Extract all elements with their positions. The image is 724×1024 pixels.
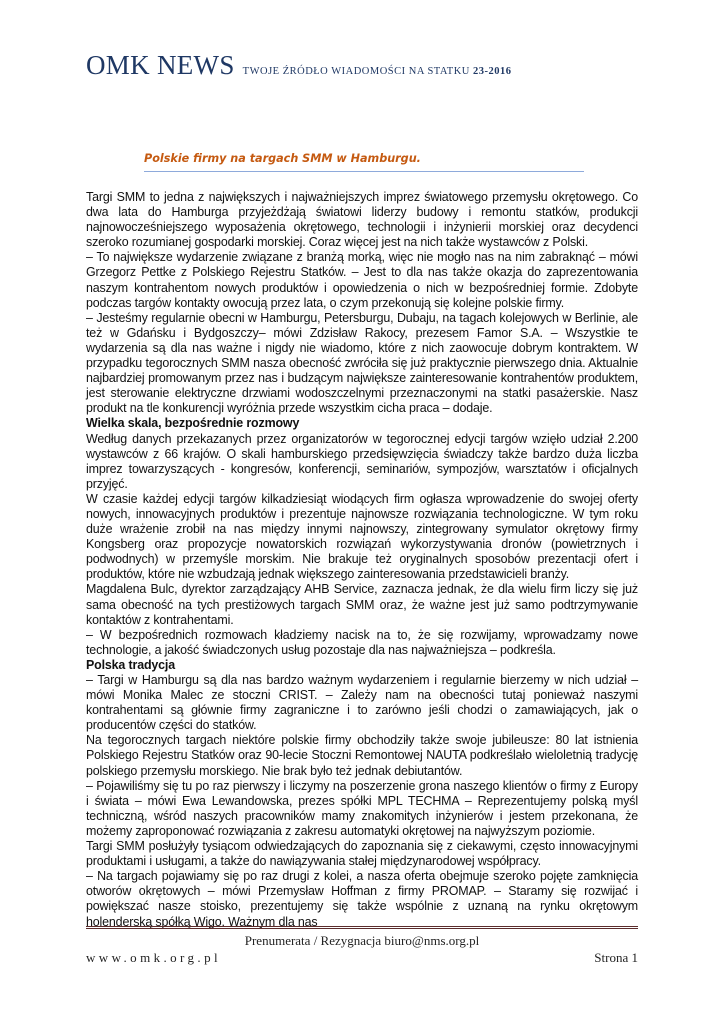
section-heading: Polska tradycja (86, 657, 176, 672)
paragraph: Na tegorocznych targach niektóre polskie firmy obchodziły także swoje jubileusze: 80 lat istnienia Polskiego Rejestru Statków oraz 90-lecie Stoczni Remontowej NAUTA podkreślało wieloletnią tradycję polskiego przemysłu morskiego. Nie brak było też jednak debiutantów. (86, 733, 638, 778)
newsletter-title: OMK NEWS (86, 50, 235, 80)
subtitle-text: TWOJE ŹRÓDŁO WIADOMOŚCI NA STATKU (242, 66, 470, 77)
article-body (86, 190, 638, 930)
paragraph: Według danych przekazanych przez organizatorów w tegorocznej edycji targów wzięło udział 2.200 wystawców z 66 krajów. O skali hamburskiego przedsięwzięcia świadczy także bardzo duża liczba imprez towarzyszących - kongresów, konferencji, seminariów, sympozjów, warsztatów i oficjalnych przyjęć. (86, 431, 638, 491)
newsletter-subtitle (243, 66, 512, 77)
paragraph: Targi SMM to jedna z największych i najważniejszych imprez światowego przemysłu okrętowego. Co dwa lata do Hamburga przyjeżdżają światowi liderzy budowy i remontu statków, produkcji najnowocześniejszego wyposażenia okrętowego, technologii i inżynierii morskiej oraz decydenci szeroko rozumianej gospodarki morskiej. Coraz więcej jest na nich także wystawców z Polski. (86, 190, 638, 250)
paragraph: – Targi w Hamburgu są dla nas bardzo ważnym wydarzeniem i regularnie bierzemy w nich udział – mówi Monika Malec ze stoczni CRIST. – Zależy nam na obecności tutaj ponieważ naszymi kontrahentami są głównie firmy zagraniczne i to zarówno jeśli chodzi o zamawiających, jak o producentów części do statków. (86, 673, 638, 733)
paragraph: – Pojawiliśmy się tu po raz pierwszy i liczymy na poszerzenie grona naszego klientów o firmy z Europy i świata – mówi Ewa Lewandowska, prezes spółki MPL TECHMA – Reprezentujemy polską myśl techniczną, wśród naszych pracowników mamy znakomitych inżynierów i jestem przekonana, że możemy zaproponować rozwiązania z zakresu automatyki okrętowej na najwyższym poziomie. (86, 778, 638, 838)
issue-number: 23-2016 (473, 66, 512, 77)
section-heading: Wielka skala, bezpośrednie rozmowy (86, 416, 300, 431)
subscription-info: Prenumerata / Rezygnacja biuro@nms.org.pl (244, 933, 480, 948)
paragraph: – Na targach pojawiamy się po raz drugi z kolei, a nasza oferta obejmuje szeroko pojęte zamknięcia otworów okrętowych – mówi Przemysław Hoffman z firmy PROMAP. – Staramy się rozwijać i powiększać nasze stoisko, prezentujemy się także wspólnie z uznaną na rynku okrętowym holenderską spółką Wigo. Ważnym dla nas (86, 869, 638, 929)
paragraph: – To największe wydarzenie związane z branżą morką, więc nie mogło nas na nim zabraknąć – mówi Grzegorz Pettke z Polskiego Rejestru Statków. – Jest to dla nas także okazja do zaprezentowania naszym kontrahentom nowych produktów i opowiedzenia o nich w bezpośredniej formie. Zdobyte podczas targów kontakty owocują przez lata, o czym przekonują się kolejne polskie firmy. (86, 250, 638, 310)
paragraph: W czasie każdej edycji targów kilkadziesiąt wiodących firm ogłasza wprowadzenie do swojej oferty nowych, innowacyjnych produktów i prezentuje najnowsze rozwiązania technologiczne. W tym roku duże wrażenie zrobił na nas między innymi najnowszy, zintegrowany symulator okrętowy firmy Kongsberg oraz propozycje nowatorskich rozwiązań wykorzystywania dronów (powietrznych i podwodnych) w przemyśle morskim. Nie brakuje też oryginalnych sposobów prezentacji ofert i produktów, które nie wzbudzają jednak większego zainteresowania przedstawicieli branży. (86, 491, 638, 582)
footer-divider (86, 926, 638, 929)
masthead (86, 50, 646, 81)
website-link[interactable]: www.omk.org.pl (86, 950, 221, 965)
article-title: Polskie firmy na targach SMM w Hamburgu. (144, 152, 584, 172)
paragraph: – W bezpośrednich rozmowach kładziemy nacisk na to, że się rozwijamy, wprowadzamy nowe technologie, a jakość świadczonych usług pozostaje dla nas najważniejsza – podkreśla. (86, 627, 638, 657)
paragraph: Targi SMM posłużyły tysiącom odwiedzających do zapoznania się z ciekawymi, często innowacyjnymi produktami i usługami, a także do nawiązywania stałej międzynarodowej współpracy. (86, 839, 638, 869)
paragraph: Magdalena Bulc, dyrektor zarządzający AHB Service, zaznacza jednak, że dla wielu firm liczy się już sama obecność na tych prestiżowych targach SMM oraz, że ważne jest już samo podtrzymywanie kontaktów z kontrahentami. (86, 582, 638, 627)
paragraph: – Jesteśmy regularnie obecni w Hamburgu, Petersburgu, Dubaju, na tagach kolejowych w Berlinie, ale też w Gdańsku i Bydgoszczy– mówi Zdzisław Rakocy, prezesem Famor S.A. – Wszystkie te wydarzenia są dla nas ważne i nigdy nie wiadomo, które z nich zaowocuje dobrym kontraktem. W przypadku tegorocznych SMM nasza obecność zwróciła się już praktycznie pierwszego dnia. Aktualnie najbardziej promowanym przez nas i budzącym największe zainteresowanie kontrahentów produktem, jest sterowanie elektryczne drzwiami wodoszczelnymi przeznaczonymi na statki pasażerskie. Nasz produkt na tle konkurencji wyróżnia przede wszystkim cicha praca – dodaje. (86, 310, 638, 416)
page-number: Strona 1 (594, 950, 638, 965)
